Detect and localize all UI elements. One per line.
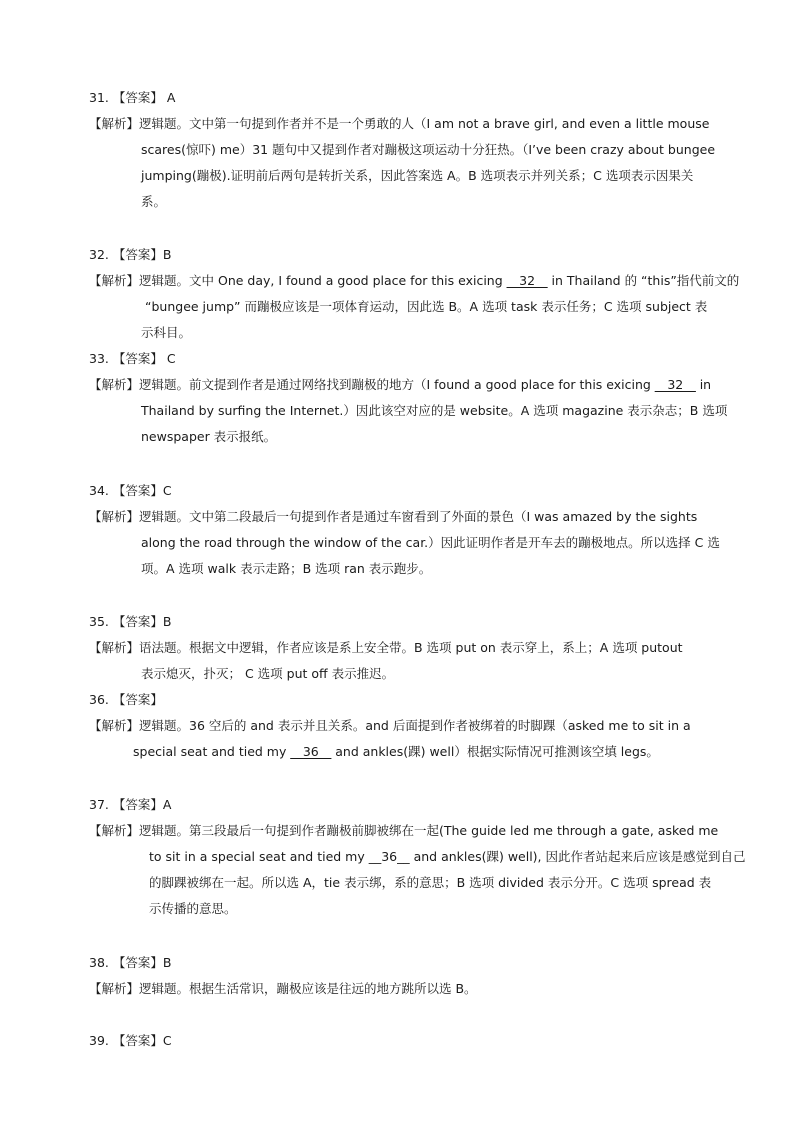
explanation-32-text-b: in Thailand 的 “this”指代前文的 bbox=[551, 273, 740, 288]
explanation-37-line-1: 【解析】逻辑题。第三段最后一句提到作者蹦极前脚被绑在一起(The guide led me through a gate, asked me bbox=[89, 823, 719, 838]
explanation-31-line-4: 系。 bbox=[141, 194, 167, 209]
explanation-31-line-1: 【解析】逻辑题。文中第一句提到作者并不是一个勇敢的人（I am not a brave girl, and even a little mouse bbox=[89, 116, 710, 131]
explanation-37-line-4: 示传播的意思。 bbox=[149, 901, 237, 916]
blank-32: __32__ bbox=[506, 273, 548, 288]
answer-35: 35. 【答案】B bbox=[89, 614, 172, 629]
blank-36: __36__ bbox=[290, 744, 332, 759]
explanation-32-line-3: 示科目。 bbox=[141, 325, 192, 340]
explanation-31-line-2: scares(惊吓) me）31 题句中又提到作者对蹦极这项运动十分狂热。（I’ve been crazy about bungee bbox=[141, 142, 716, 157]
explanation-32-line-1 bbox=[89, 272, 739, 289]
answer-32: 32. 【答案】B bbox=[89, 247, 172, 262]
explanation-35-line-1: 【解析】语法题。根据文中逻辑，作者应该是系上安全带。B 选项 put on 表示穿上，系上；A 选项 putout bbox=[89, 640, 683, 655]
answer-38: 38. 【答案】B bbox=[89, 955, 172, 970]
explanation-33-text-a: 【解析】逻辑题。前文提到作者是通过网络找到蹦极的地方（I found a good place for this exicing bbox=[89, 377, 651, 392]
answer-31: 31. 【答案】 A bbox=[89, 90, 176, 105]
explanation-34-line-2: along the road through the window of the car.）因此证明作者是开车去的蹦极地点。所以选择 C 选 bbox=[141, 535, 720, 550]
explanation-37-line-2: to sit in a special seat and tied my __36__ and ankles(踝) well), 因此作者站起来后应该是感觉到自己 bbox=[149, 849, 746, 864]
explanation-35-line-2: 表示熄灭，扑灭； C 选项 put off 表示推迟。 bbox=[141, 666, 395, 681]
answer-39: 39. 【答案】C bbox=[89, 1033, 172, 1048]
explanation-33-line-1 bbox=[89, 376, 711, 393]
explanation-36-line-2 bbox=[133, 743, 659, 760]
answer-36: 36. 【答案】 bbox=[89, 692, 163, 707]
explanation-37-line-3: 的脚踝被绑在一起。所以选 A，tie 表示绑，系的意思；B 选项 divided 表示分开。C 选项 spread 表 bbox=[149, 875, 712, 890]
explanation-31-line-3: jumping(蹦极).证明前后两句是转折关系，因此答案选 A。B 选项表示并列关系；C 选项表示因果关 bbox=[141, 168, 694, 183]
answer-33: 33. 【答案】 C bbox=[89, 351, 176, 366]
answer-37: 37. 【答案】A bbox=[89, 797, 172, 812]
explanation-32-line-2: “bungee jump” 而蹦极应该是一项体育运动，因此选 B。A 选项 task 表示任务；C 选项 subject 表 bbox=[145, 299, 708, 314]
explanation-38-line-1: 【解析】逻辑题。根据生活常识，蹦极应该是往远的地方跳所以选 B。 bbox=[89, 981, 477, 996]
explanation-33-text-b: in bbox=[699, 377, 712, 392]
blank-33: __32__ bbox=[654, 377, 696, 392]
explanation-34-line-3: 项。A 选项 walk 表示走路；B 选项 ran 表示跑步。 bbox=[141, 561, 432, 576]
explanation-32-text-a: 【解析】逻辑题。文中 One day, I found a good place for this exicing bbox=[89, 273, 503, 288]
explanation-34-line-1: 【解析】逻辑题。文中第二段最后一句提到作者是通过车窗看到了外面的景色（I was amazed by the sights bbox=[89, 509, 698, 524]
explanation-36-text-b: and ankles(踝) well）根据实际情况可推测该空填 legs。 bbox=[335, 744, 659, 759]
explanation-33-line-3: newspaper 表示报纸。 bbox=[141, 429, 277, 444]
answer-34: 34. 【答案】C bbox=[89, 483, 172, 498]
explanation-36-text-a: special seat and tied my bbox=[133, 744, 287, 759]
explanation-36-line-1: 【解析】逻辑题。36 空后的 and 表示并且关系。and 后面提到作者被绑着的时脚踝（asked me to sit in a bbox=[89, 718, 691, 733]
explanation-33-line-2: Thailand by surfing the Internet.）因此该空对应的是 website。A 选项 magazine 表示杂志；B 选项 bbox=[141, 403, 728, 418]
